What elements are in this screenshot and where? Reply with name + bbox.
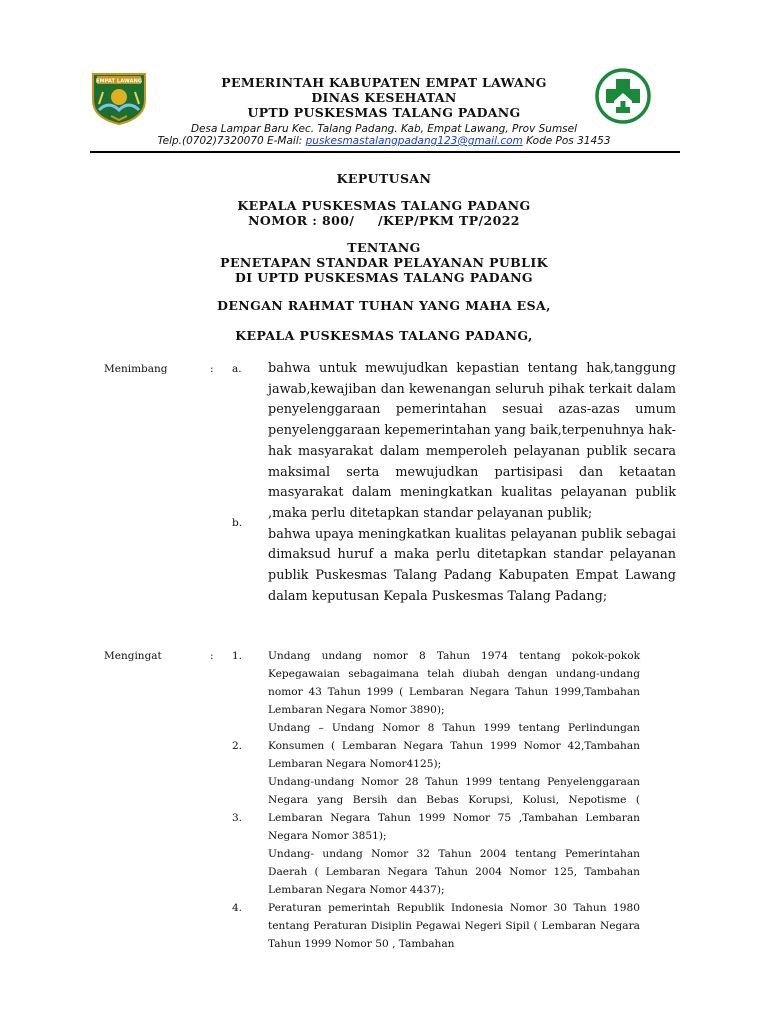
email-link[interactable]: puskesmastalangpadang123@gmail.com	[305, 135, 523, 147]
kop-address: Desa Lampar Baru Kec. Talang Padang. Kab, Empat Lawang, Prov Sumsel	[190, 123, 578, 135]
menimbang-marker-a: a.	[232, 363, 242, 375]
kop-dinas: DINAS KESEHATAN	[311, 90, 457, 105]
mengingat-marker-2: 2.	[232, 740, 243, 752]
title-kepala-2: KEPALA PUSKESMAS TALANG PADANG,	[235, 328, 533, 343]
title-nomor: NOMOR : 800/ /KEP/PKM TP/2022	[248, 213, 520, 228]
title-keputusan: KEPUTUSAN	[336, 171, 432, 186]
menimbang-item-a: bahwa untuk mewujudkan kepastian tentang hak,tanggung jawab,kewajiban dan kewenangan seluruh pihak terkait dalam penyelenggaraan pemerintahan sesuai azas-azas umum penyelenggaraan kepemerintahan yang baik,terpenuhnya hak-hak masyarakat dalam memperoleh pelayanan publik secara maksimal serta mewujudkan partisipasi dan ketaatan masyarakat dalam meningkatkan kualitas pelayanan publik ,maka perlu ditetapkan standar pelayanan publik;	[268, 361, 676, 521]
mengingat-item-3b: Undang- undang Nomor 32 Tahun 2004 tentang Pemerintahan Daerah ( Lembaran Negara Tahun 2004 Nomor 125, Tambahan Lembaran Negara Nomor 4437);	[268, 848, 640, 896]
title-rahmat: DENGAN RAHMAT TUHAN YANG MAHA ESA,	[217, 298, 551, 313]
mengingat-item-1: Undang undang nomor 8 Tahun 1974 tentang pokok-pokok Kepegawaian sebagaimana telah diubah dengan undang-undang nomor 43 Tahun 1999 ( Lembaran Negara Tahun 1999,Tambahan Lembaran Negara Nomor 3890);	[268, 650, 640, 716]
menimbang-item-b: bahwa upaya meningkatkan kualitas pelayanan publik sebagai dimaksud huruf a maka perlu ditetapkan standar pelayanan publik Puskesmas Talang Padang Kabupaten Empat Lawang dalam keputusan Kepala Puskesmas Talang Padang;	[268, 526, 676, 604]
menimbang-marker-b: b.	[232, 517, 243, 529]
title-subject-1: PENETAPAN STANDAR PELAYANAN PUBLIK	[220, 255, 548, 270]
menimbang-colon: :	[210, 363, 214, 375]
title-subject-2: DI UPTD PUSKESMAS TALANG PADANG	[235, 270, 533, 285]
kop-uptd: UPTD PUSKESMAS TALANG PADANG	[247, 105, 521, 120]
letterhead-divider	[90, 151, 680, 153]
mengingat-marker-4: 4.	[232, 902, 243, 914]
mengingat-body	[268, 647, 640, 953]
title-tentang: TENTANG	[347, 240, 421, 255]
mengingat-marker-1: 1.	[232, 650, 243, 662]
kop-postal: Kode Pos 31453	[522, 135, 611, 147]
mengingat-colon: :	[210, 650, 214, 662]
emblem-text: EMPAT LAWANG	[95, 78, 143, 85]
title-kepala: KEPALA PUSKESMAS TALANG PADANG	[237, 198, 531, 213]
mengingat-item-4: Peraturan pemerintah Republik Indonesia Nomor 30 Tahun 1980 tentang Peraturan Disiplin Pegawai Negeri Sipil ( Lembaran Negara Tahun 1999 Nomor 50 , Tambahan	[268, 902, 640, 950]
kop-phone: Telp.(0702)7320070 E-Mail:	[157, 135, 306, 147]
kop-contact	[0, 135, 768, 147]
mengingat-item-2: Undang – Undang Nomor 8 Tahun 1999 tentang Perlindungan Konsumen ( Lembaran Negara Tahun 1999 Nomor 42,Tambahan Lembaran Negara Nomor4125);	[268, 722, 640, 770]
menimbang-body	[268, 359, 676, 607]
mengingat-marker-3: 3.	[232, 812, 243, 824]
mengingat-label: Mengingat	[104, 650, 162, 662]
menimbang-label: Menimbang	[104, 363, 168, 375]
mengingat-item-3: Undang-undang Nomor 28 Tahun 1999 tentang Penyelenggaraan Negara yang Bersih dan Bebas Korupsi, Kolusi, Nepotisme ( Lembaran Negara Tahun 1999 Nomor 75 ,Tambahan Lembaran Negara Nomor 3851);	[268, 776, 640, 842]
kop-pemerintah: PEMERINTAH KABUPATEN EMPAT LAWANG	[221, 75, 547, 90]
